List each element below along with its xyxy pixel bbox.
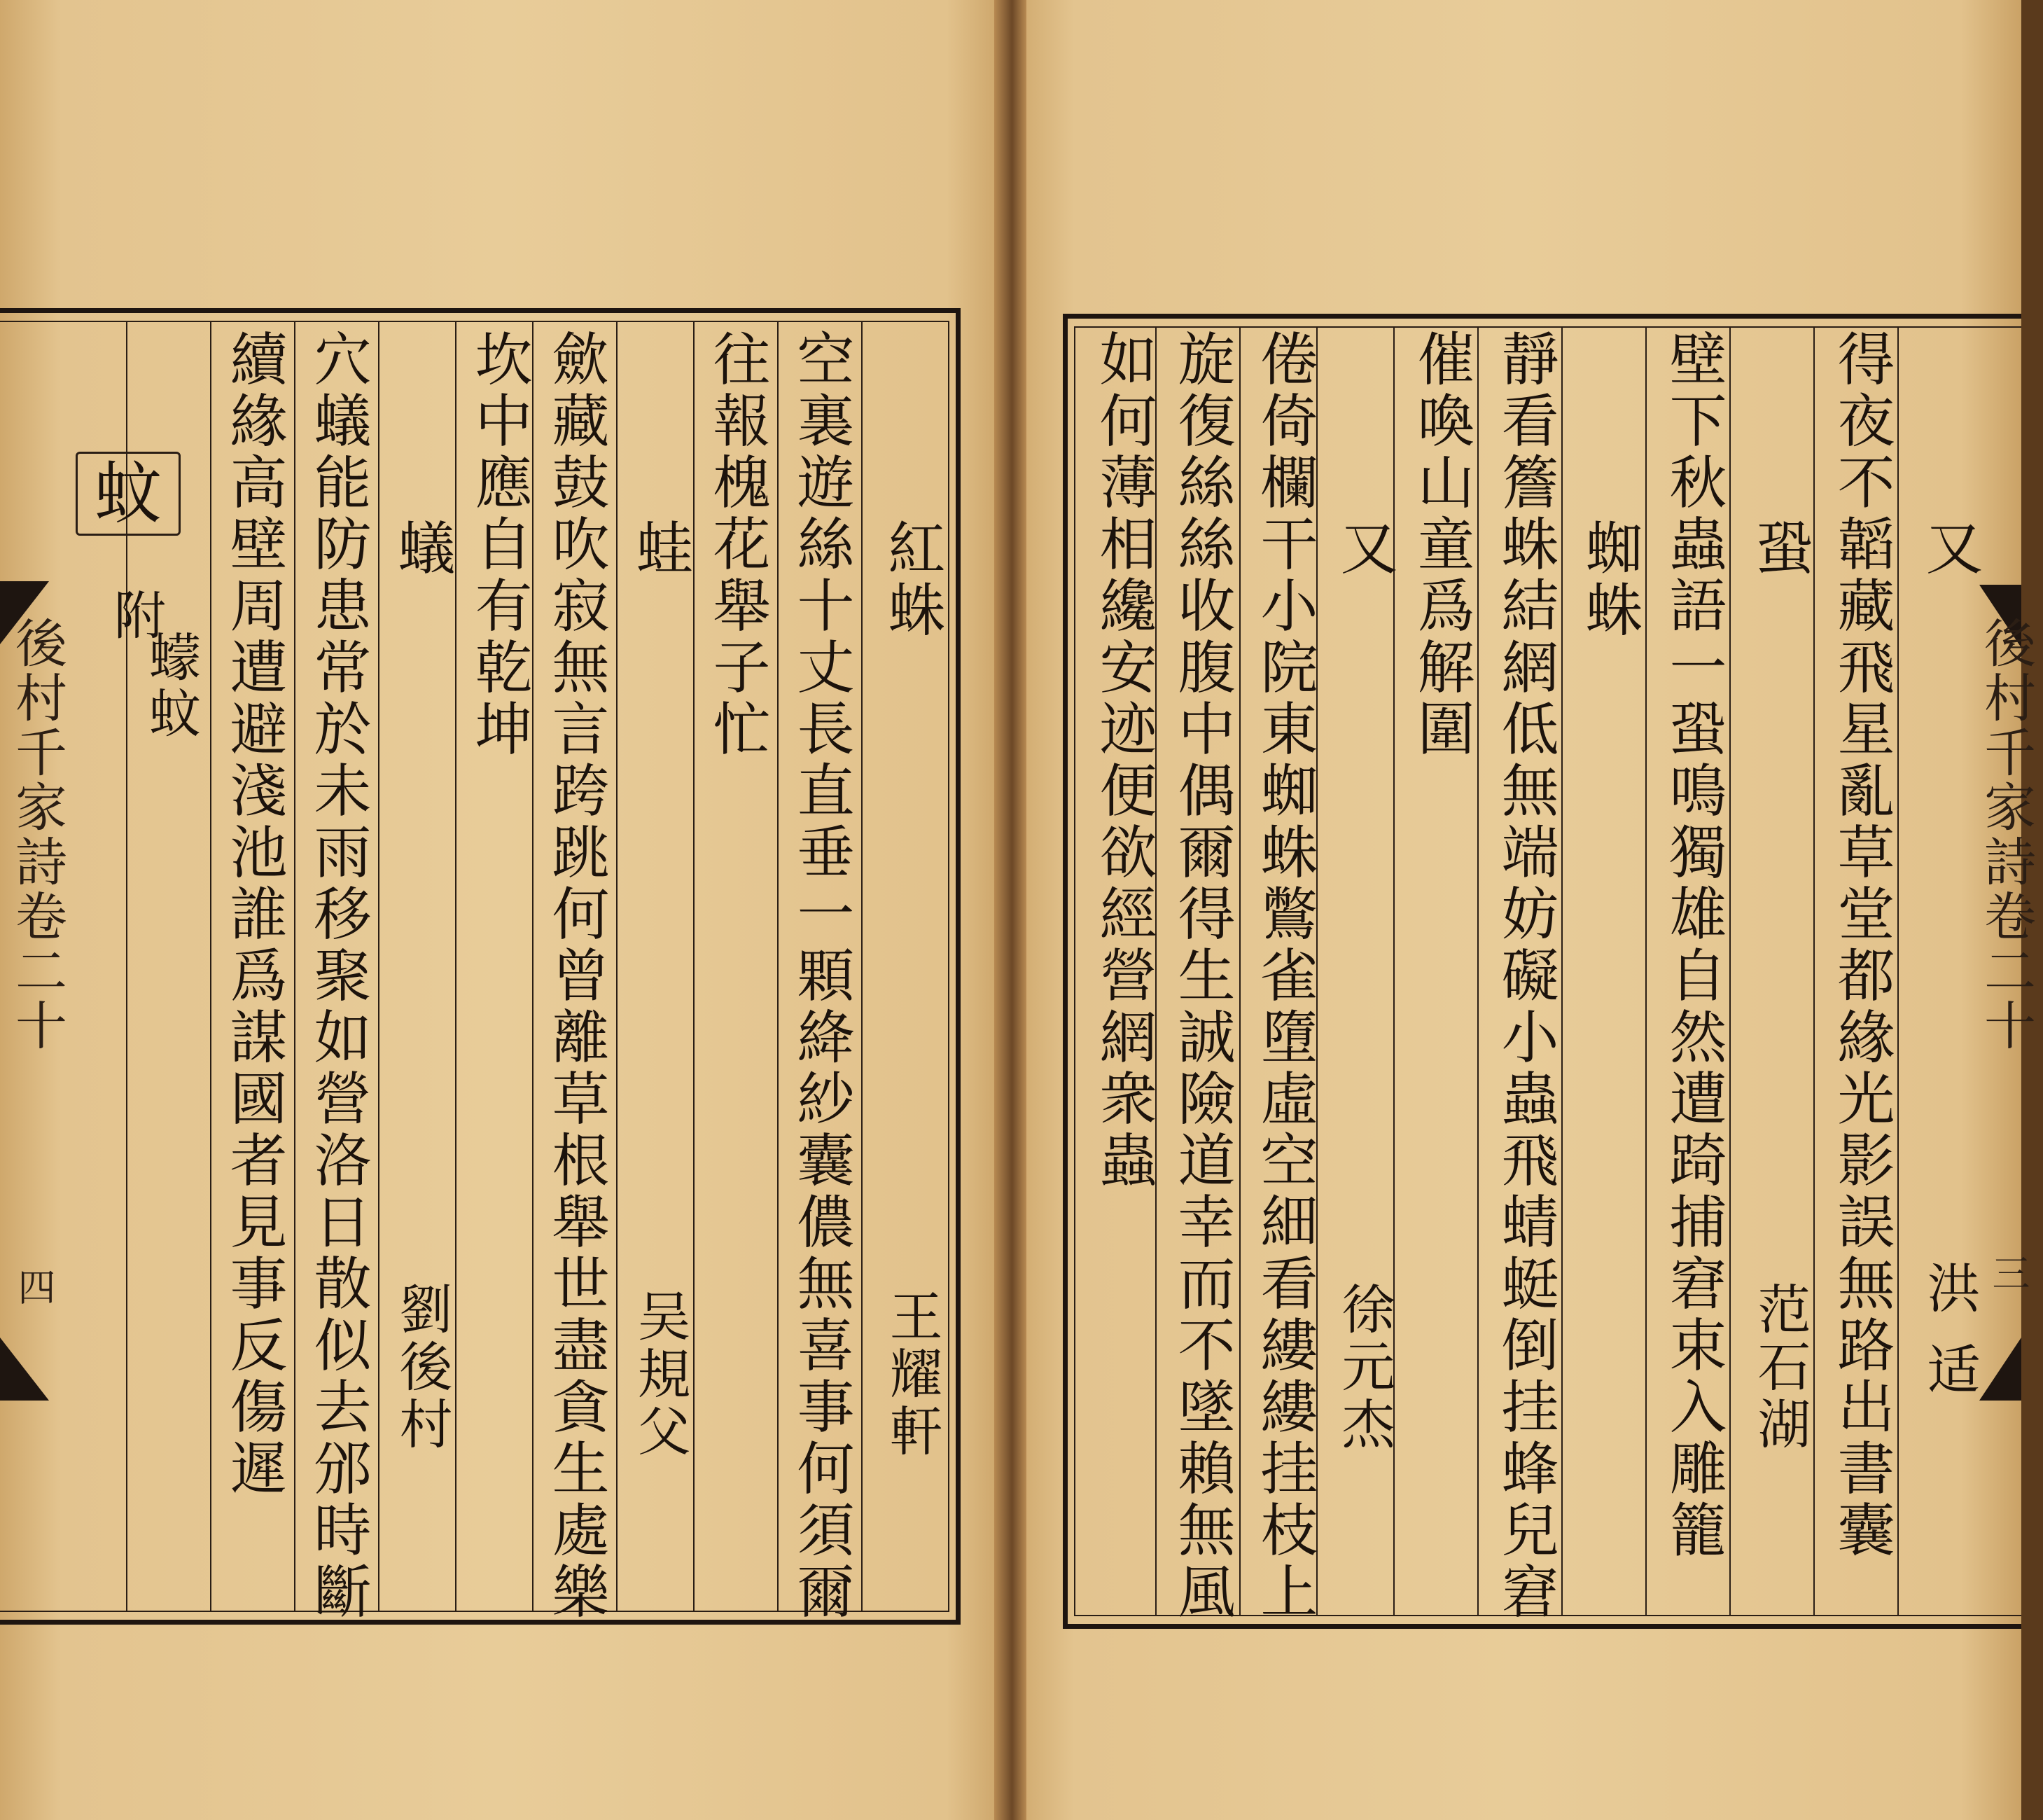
- author-wu-guifu: 吴規父: [629, 1288, 691, 1461]
- poem-title-again: 又: [1331, 518, 1397, 580]
- poem-title-frog: 蛙: [627, 518, 693, 580]
- column-rule: [777, 322, 779, 1611]
- poem-line: 得夜不韜藏飛星亂草堂都緣光影誤無路出書囊: [1828, 329, 1895, 1562]
- poem-line: 壁下秋蟲語一蛩鳴獨雄自然遭踦捕窘束入雕籠: [1660, 329, 1727, 1562]
- poem-title-again: 又: [1916, 518, 1983, 580]
- page-number: 四: [12, 1267, 56, 1305]
- poem-line: 續緣高壁周遭避淺池誰爲謀國者見事反傷遲: [221, 329, 287, 1500]
- poem-line: 靜看簷蛛結網低無端妨礙小蟲飛蜻蜓倒挂蜂兒窘: [1492, 329, 1559, 1623]
- poem-line: 如何薄相纔安迹便欲經營網衆蟲: [1090, 329, 1157, 1192]
- poem-line: 空裏遊絲十丈長直垂一顆絳紗囊儂無喜事何須爾: [788, 329, 854, 1623]
- book-title-edge: 後村千家詩卷二十: [1976, 616, 2036, 1053]
- author-wang-yaoxuan: 王耀軒: [881, 1288, 943, 1461]
- author-fan-shihu: 范石湖: [1749, 1281, 1811, 1454]
- poem-line: 歛藏鼓吹寂無言跨跳何曾離草根舉世盡貪生處樂: [543, 329, 609, 1623]
- column-rule: [861, 322, 863, 1611]
- author-liu-houcun: 劉後村: [391, 1281, 453, 1454]
- appendix-title-midge: 蠓蚊: [141, 630, 201, 742]
- poem-line: 催喚山童爲解圍: [1408, 329, 1474, 760]
- poem-title-spider: 蜘蛛: [1576, 518, 1643, 641]
- poem-line: 穴蟻能防患常於未雨移聚如營洛日散似去邠時斷: [305, 329, 371, 1623]
- poem-title-cricket: 蛩: [1747, 518, 1813, 580]
- fish-tail-mark-icon: [1979, 1331, 2021, 1401]
- column-rule: [210, 322, 211, 1611]
- column-rule: [1239, 328, 1241, 1615]
- poem-line: 坎中應自有乾坤: [466, 329, 532, 760]
- column-rule: [378, 322, 379, 1611]
- page-number: 三: [1986, 1253, 2030, 1291]
- column-rule: [616, 322, 618, 1611]
- poem-line: 倦倚欄干小院東蜘蛛鷩雀墮虛空細看縷縷挂枝上: [1251, 329, 1318, 1623]
- poem-line: 往報槐花舉子忙: [704, 329, 770, 760]
- author-hong-kuo: 洪适: [1918, 1260, 1981, 1423]
- poem-title-red-spider: 紅蛛: [879, 518, 945, 641]
- poem-title-ant: 蟻: [389, 518, 455, 580]
- section-heading-mosquito: 蚊: [76, 452, 181, 536]
- column-rule: [294, 322, 295, 1611]
- poem-line: 旋復絲絲收腹中偶爾得生誠險道幸而不墜賴無風: [1169, 329, 1235, 1623]
- book-title-edge: 後村千家詩卷二十: [7, 616, 67, 1053]
- author-xu-yuanjie: 徐元杰: [1333, 1281, 1395, 1454]
- book-gutter: [994, 0, 1026, 1820]
- appendix-marker: 附: [106, 588, 166, 644]
- fish-tail-mark-icon: [0, 1331, 49, 1401]
